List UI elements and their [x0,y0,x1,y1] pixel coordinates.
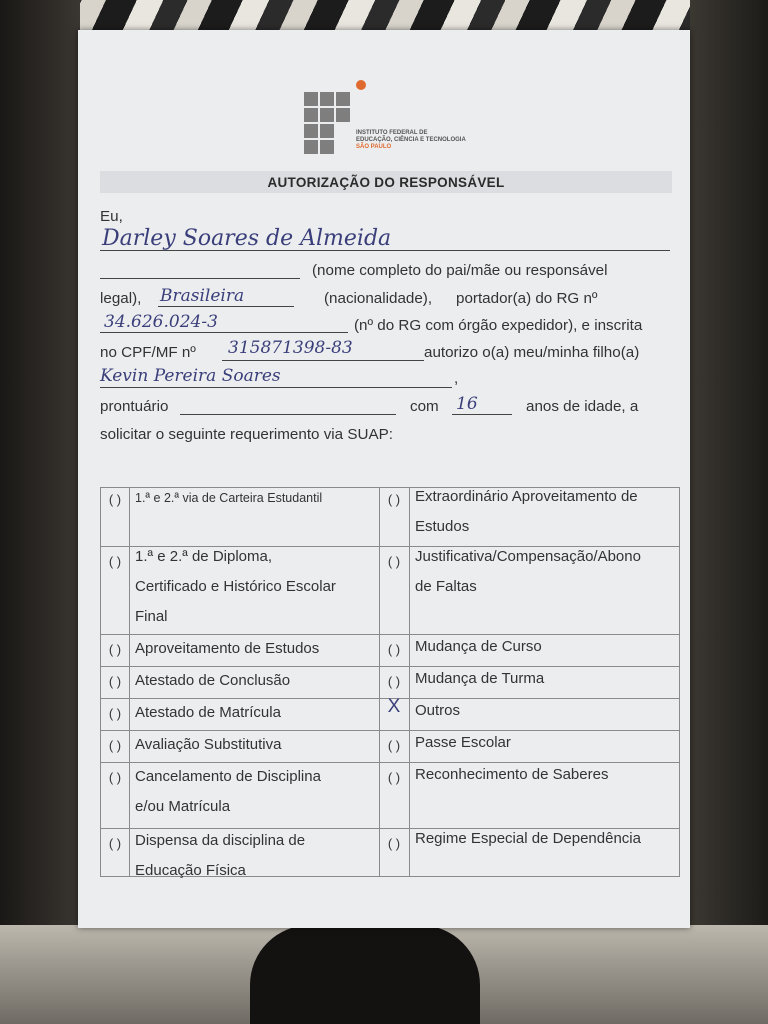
checkbox-justificativa[interactable]: ( ) [387,554,401,569]
institution-campus: SÃO PAULO [356,144,392,150]
checkbox-matricula[interactable]: ( ) [108,706,122,721]
background-right [690,0,768,1024]
option-avaliacao: Avaliação Substitutiva [135,736,282,753]
option-matricula: Atestado de Matrícula [135,704,281,721]
option-text: Final [135,608,168,625]
option-regime-especial: Regime Especial de Dependência [415,830,641,847]
rg-line [100,332,348,333]
option-cancelamento [135,762,321,822]
eu-label: Eu, [100,208,123,225]
legal-label: legal), [100,290,142,307]
option-text: Extraordinário Aproveitamento de [415,488,638,505]
option-text: Dispensa da disciplina de [135,832,306,849]
option-text: 1.ª e 2.ª via de Carteira Estudantil [135,491,323,505]
checkbox-mudanca-curso[interactable]: ( ) [387,642,401,657]
idade-label: anos de idade, a [526,398,639,415]
option-carteira-estudantil [135,490,322,506]
option-reconhecimento: Reconhecimento de Saberes [415,766,609,783]
filled-cpf: 315871398-83 [228,338,353,358]
option-dispensa [135,826,305,886]
checkbox-outros-checked[interactable]: X [387,696,401,717]
checkbox-dispensa[interactable]: ( ) [108,836,122,851]
child-line [100,387,452,388]
option-extraordinario [415,482,638,542]
checkbox-passe-escolar[interactable]: ( ) [387,738,401,753]
shadow [250,925,480,1024]
solicitar-line: solicitar o seguinte requerimento via SUAP: [100,426,393,443]
option-diploma [135,542,336,632]
option-outros: Outros [415,702,461,719]
name-line [100,250,670,251]
institution-name [356,130,506,151]
checkbox-conclusao[interactable]: ( ) [108,674,122,689]
institution-logo [304,92,324,154]
name-label: (nome completo do pai/mãe ou responsável [312,262,608,279]
option-text: de Faltas [415,578,477,595]
nationality-label: (nacionalidade), [324,290,433,307]
option-justificativa [415,542,641,602]
rg-prefix: portador(a) do RG nº [456,290,598,307]
com-label: com [410,398,439,415]
document-page [78,30,690,928]
background-floor [0,925,768,1024]
cpf-line [222,360,424,361]
option-conclusao: Atestado de Conclusão [135,672,291,689]
background-left [0,0,80,1024]
option-text: 1.ª e 2.ª de Diploma, [135,548,273,565]
checkbox-reconhecimento[interactable]: ( ) [387,770,401,785]
option-aproveitamento: Aproveitamento de Estudos [135,640,320,657]
option-text: Estudos [415,518,470,535]
checkbox-extraordinario[interactable]: ( ) [387,492,401,507]
filled-age: 16 [456,394,478,414]
institution-line-2: EDUCAÇÃO, CIÊNCIA E TECNOLOGIA [356,137,466,143]
checkbox-mudanca-turma[interactable]: ( ) [387,674,401,689]
nationality-line [158,306,294,307]
checkbox-regime-especial[interactable]: ( ) [387,836,401,851]
institution-line-1: INSTITUTO FEDERAL DE [356,130,428,136]
checkbox-aproveitamento[interactable]: ( ) [108,642,122,657]
comma: , [454,370,459,387]
option-text: Cancelamento de Disciplina [135,768,321,785]
rg-suffix: (nº do RG com órgão expedidor), e inscrita [354,317,643,334]
option-mudanca-turma: Mudança de Turma [415,670,545,687]
checkbox-diploma[interactable]: ( ) [108,554,122,569]
request-options-table [100,487,680,877]
document-title: AUTORIZAÇÃO DO RESPONSÁVEL [267,175,505,190]
option-text: e/ou Matrícula [135,798,231,815]
prontuario-label: prontuário [100,398,169,415]
option-passe-escolar: Passe Escolar [415,734,511,751]
option-text: Certificado e Histórico Escolar [135,578,336,595]
filled-rg: 34.626.024-3 [104,312,218,332]
option-text: Justificativa/Compensação/Abono [415,548,641,565]
cpf-suffix: autorizo o(a) meu/minha filho(a) [424,344,640,361]
cpf-prefix: no CPF/MF nº [100,344,196,361]
title-band [100,171,672,193]
option-mudanca-curso: Mudança de Curso [415,638,542,655]
option-text: Educação Física [135,862,246,879]
filled-child: Kevin Pereira Soares [100,366,281,386]
age-line [452,414,512,415]
prontuario-line [180,414,396,415]
checkbox-avaliacao[interactable]: ( ) [108,738,122,753]
filled-nationality: Brasileira [160,286,245,306]
filled-name: Darley Soares de Almeida [102,226,392,251]
checkbox-carteira-estudantil[interactable]: ( ) [108,492,122,507]
checkbox-cancelamento[interactable]: ( ) [108,770,122,785]
name-line-2 [100,278,300,279]
